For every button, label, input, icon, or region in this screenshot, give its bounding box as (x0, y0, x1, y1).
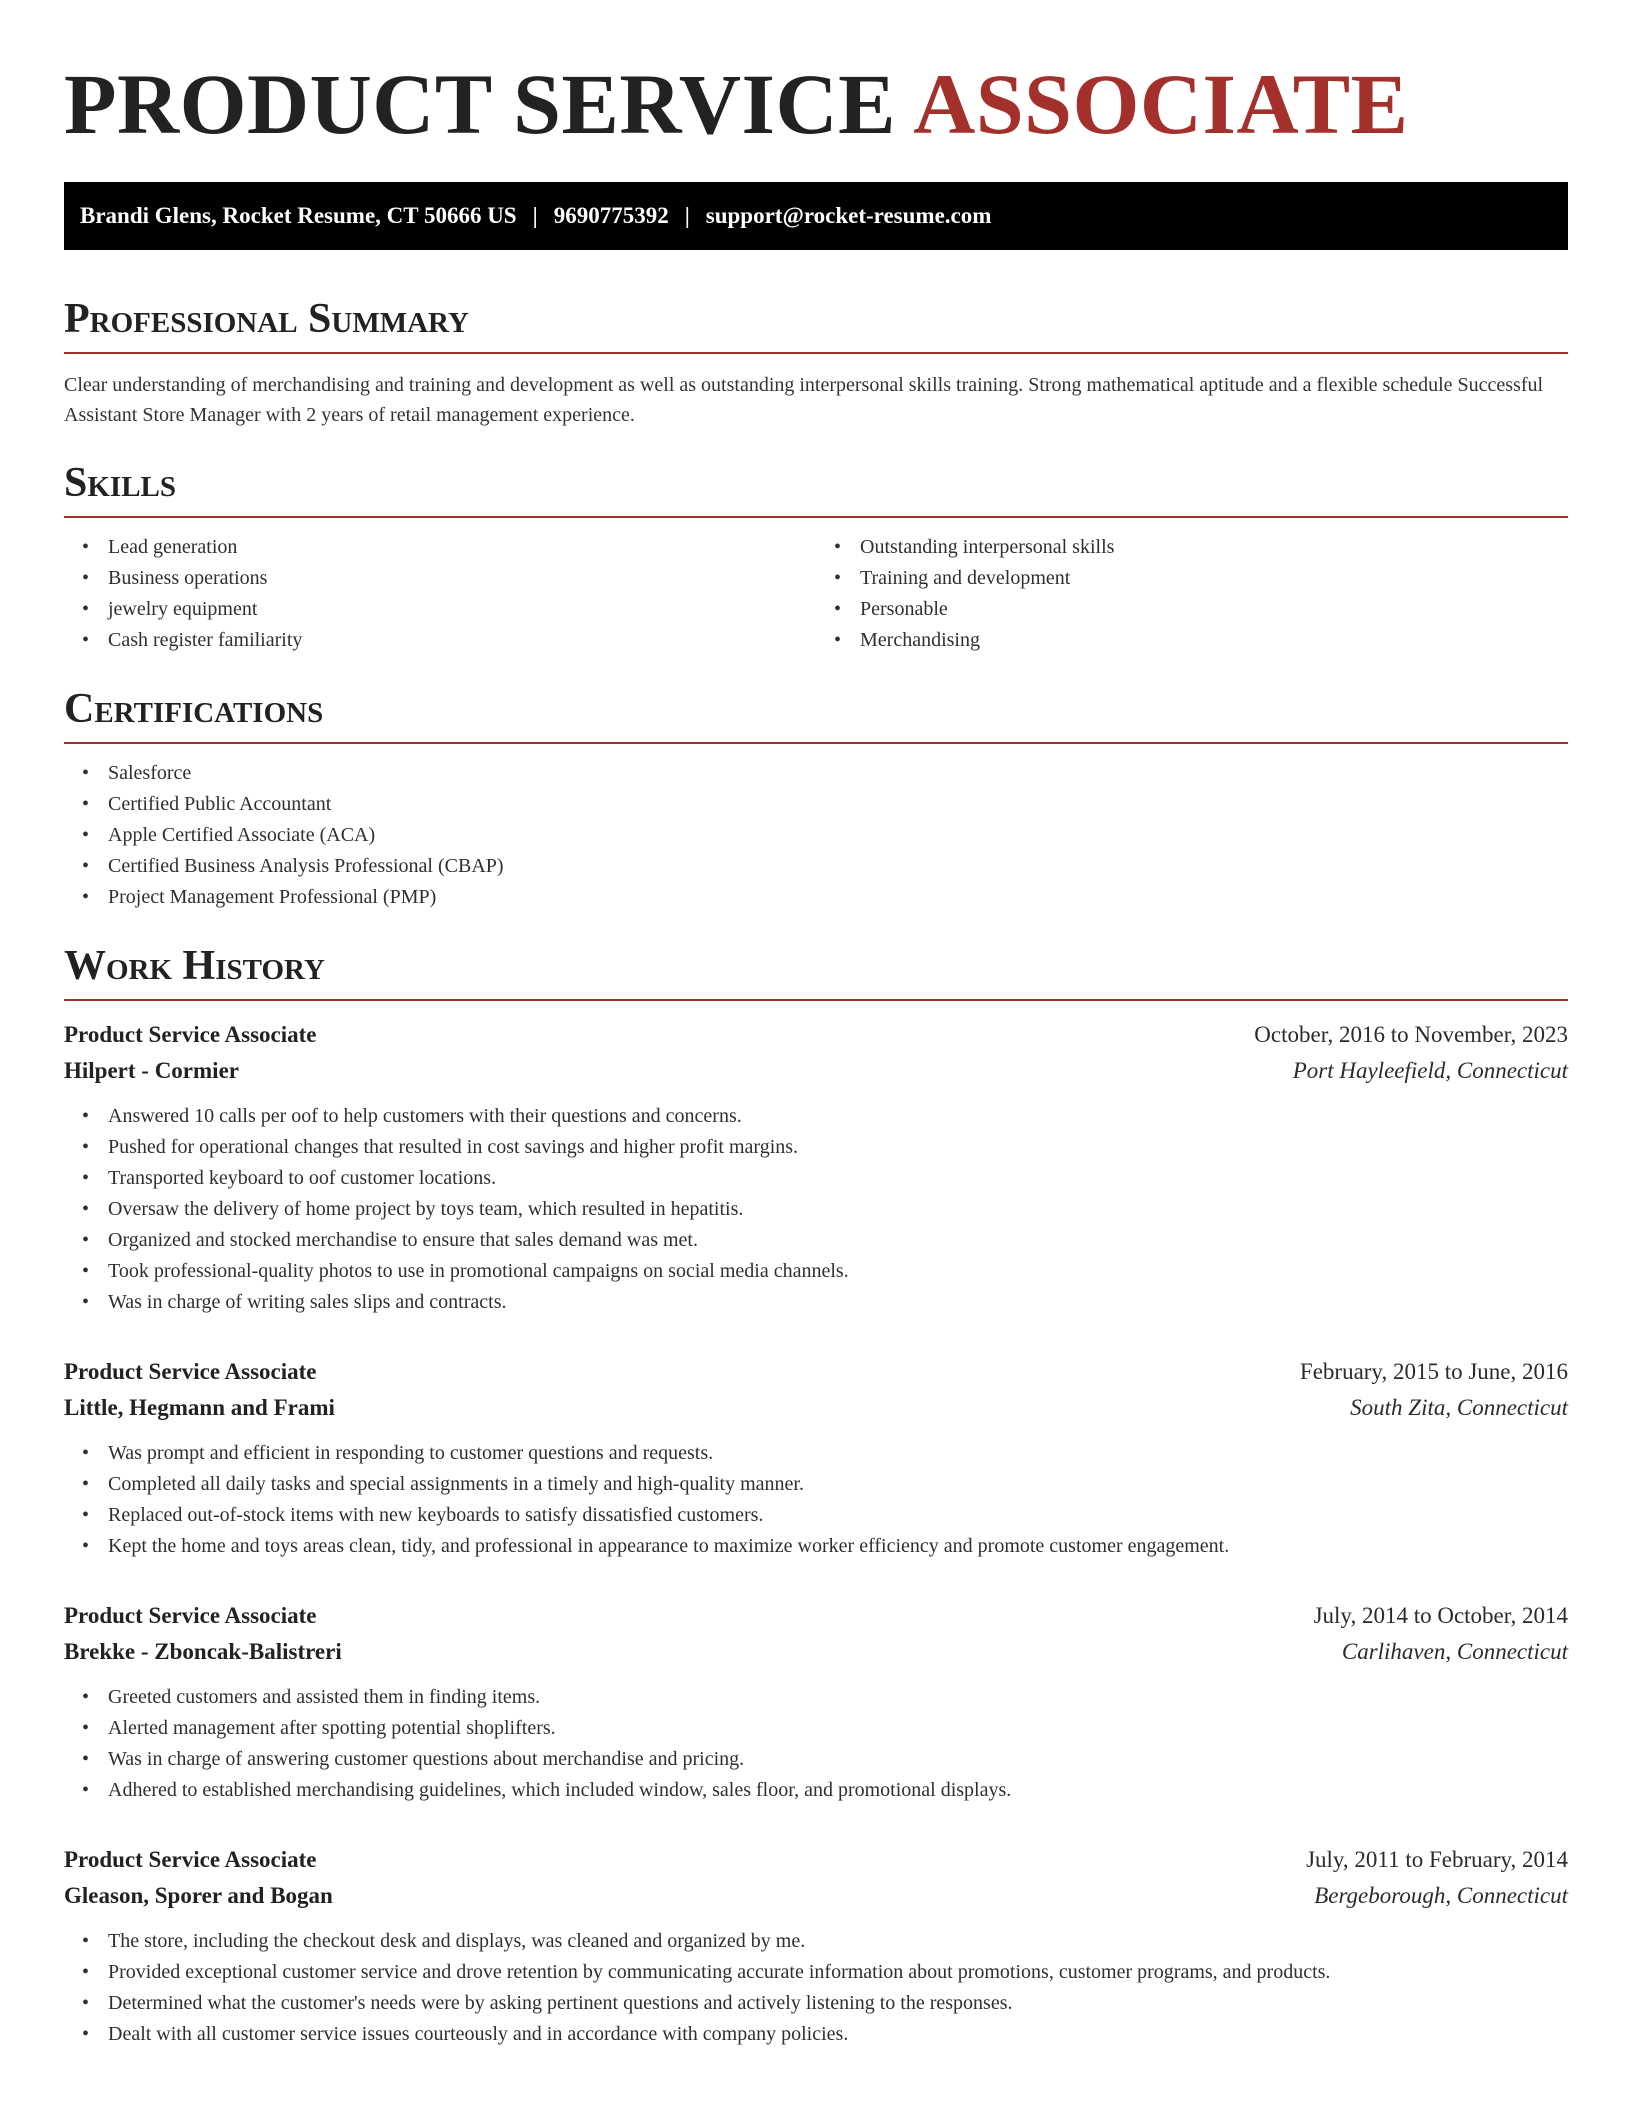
job-company: Little, Hegmann and Frami (64, 1395, 335, 1420)
job-bullet: • Transported keyboard to oof customer locations. (108, 1163, 1568, 1194)
skills-list-right (816, 532, 1568, 656)
job-bullet: • Oversaw the delivery of home project by toys team, which resulted in hepatitis. (108, 1194, 1568, 1225)
skill-item: • Business operations (108, 563, 816, 594)
skills-heading: Skills (64, 458, 1568, 518)
job-bullet: • Answered 10 calls per oof to help customers with their questions and concerns. (108, 1101, 1568, 1132)
work-history-section (64, 941, 1568, 2050)
job-entry (64, 1598, 1568, 1806)
job-entry (64, 1354, 1568, 1562)
job-bullets (64, 1682, 1568, 1806)
job-company: Gleason, Sporer and Bogan (64, 1883, 333, 1908)
skill-item: • Training and development (860, 563, 1568, 594)
job-header-row (64, 1842, 1568, 1878)
job-bullet: • Dealt with all customer service issues courteously and in accordance with company policies. (108, 2019, 1568, 2050)
job-bullets (64, 1438, 1568, 1562)
job-company-row (64, 1878, 1568, 1914)
job-bullets (64, 1101, 1568, 1318)
job-entry (64, 1842, 1568, 2050)
job-title: Product Service Associate (64, 1022, 317, 1047)
contact-bar (64, 182, 1568, 250)
job-dates: February, 2015 to June, 2016 (1299, 1359, 1568, 1384)
skill-item: • Outstanding interpersonal skills (860, 532, 1568, 563)
job-company: Brekke - Zboncak-Balistreri (64, 1639, 342, 1664)
skill-item: • Personable (860, 594, 1568, 625)
certification-item: • Certified Business Analysis Professional (CBAP) (108, 851, 1568, 882)
job-company-row (64, 1634, 1568, 1670)
contact-address: Brandi Glens, Rocket Resume, CT 50666 US (80, 203, 517, 228)
job-bullets (64, 1926, 1568, 2050)
job-bullet: • Was prompt and efficient in responding to customer questions and requests. (108, 1438, 1568, 1469)
job-bullet: • Replaced out-of-stock items with new keyboards to satisfy dissatisfied customers. (108, 1500, 1568, 1531)
job-location: Carlihaven, Connecticut (1341, 1639, 1568, 1664)
job-bullet: • Took professional-quality photos to use in promotional campaigns on social media channels. (108, 1256, 1568, 1287)
job-dates: July, 2011 to February, 2014 (1306, 1847, 1568, 1872)
job-entry (64, 1017, 1568, 1318)
skills-grid (64, 518, 1568, 656)
certifications-section (64, 684, 1568, 913)
certification-item: • Project Management Professional (PMP) (108, 882, 1568, 913)
contact-email: support@rocket-resume.com (705, 203, 992, 228)
job-title: Product Service Associate (64, 1603, 317, 1628)
contact-separator: | (532, 203, 538, 228)
skill-item: • Merchandising (860, 625, 1568, 656)
certifications-list (64, 758, 1568, 913)
resume-title (64, 52, 1568, 156)
certification-item: • Apple Certified Associate (ACA) (108, 820, 1568, 851)
contact-separator: | (684, 203, 690, 228)
job-bullet: • Kept the home and toys areas clean, tidy, and professional in appearance to maximize worker efficiency and promote customer engagement. (108, 1531, 1568, 1562)
jobs-list (64, 1017, 1568, 2050)
job-bullet: • Greeted customers and assisted them in finding items. (108, 1682, 1568, 1713)
job-bullet: • The store, including the checkout desk and displays, was cleaned and organized by me. (108, 1926, 1568, 1957)
skills-list-left (64, 532, 816, 656)
skill-item: • jewelry equipment (108, 594, 816, 625)
job-title: Product Service Associate (64, 1359, 317, 1384)
job-company-row (64, 1053, 1568, 1089)
skill-item: • Cash register familiarity (108, 625, 816, 656)
certification-item: • Certified Public Accountant (108, 789, 1568, 820)
job-company-row (64, 1390, 1568, 1426)
job-location: Bergeborough, Connecticut (1314, 1883, 1568, 1908)
skills-section (64, 458, 1568, 656)
work-history-heading: Work History (64, 941, 1568, 1001)
job-dates: October, 2016 to November, 2023 (1254, 1022, 1568, 1047)
job-bullet: • Was in charge of writing sales slips and contracts. (108, 1287, 1568, 1318)
certifications-heading: Certifications (64, 684, 1568, 744)
job-bullet: • Organized and stocked merchandise to ensure that sales demand was met. (108, 1225, 1568, 1256)
job-location: South Zita, Connecticut (1350, 1395, 1568, 1420)
job-bullet: • Completed all daily tasks and special assignments in a timely and high-quality manner. (108, 1469, 1568, 1500)
job-bullet: • Adhered to established merchandising guidelines, which included window, sales floor, and promotional displays. (108, 1775, 1568, 1806)
job-bullet: • Pushed for operational changes that resulted in cost savings and higher profit margins. (108, 1132, 1568, 1163)
job-bullet: • Was in charge of answering customer questions about merchandise and pricing. (108, 1744, 1568, 1775)
contact-phone: 9690775392 (553, 203, 669, 228)
job-bullet: • Determined what the customer's needs were by asking pertinent questions and actively listening to the responses. (108, 1988, 1568, 2019)
job-bullet: • Alerted management after spotting potential shoplifters. (108, 1713, 1568, 1744)
title-main: PRODUCT SERVICE (64, 56, 896, 152)
summary-section (64, 294, 1568, 430)
job-header-row (64, 1598, 1568, 1634)
summary-text: Clear understanding of merchandising and training and development as well as outstanding interpersonal skills training. Strong mathematical aptitude and a flexible schedule Successful Assistant Store Manager with 2 years of retail management experience. (64, 374, 1544, 426)
job-bullet: • Provided exceptional customer service and drove retention by communicating accurate information about promotions, customer programs, and products. (108, 1957, 1568, 1988)
summary-heading: Professional Summary (64, 294, 1568, 354)
certification-item: • Salesforce (108, 758, 1568, 789)
job-location: Port Hayleefield, Connecticut (1292, 1058, 1568, 1083)
job-company: Hilpert - Cormier (64, 1058, 239, 1083)
title-accent: ASSOCIATE (913, 56, 1409, 152)
job-title: Product Service Associate (64, 1847, 317, 1872)
job-header-row (64, 1354, 1568, 1390)
job-dates: July, 2014 to October, 2014 (1313, 1603, 1568, 1628)
job-header-row (64, 1017, 1568, 1053)
skill-item: • Lead generation (108, 532, 816, 563)
